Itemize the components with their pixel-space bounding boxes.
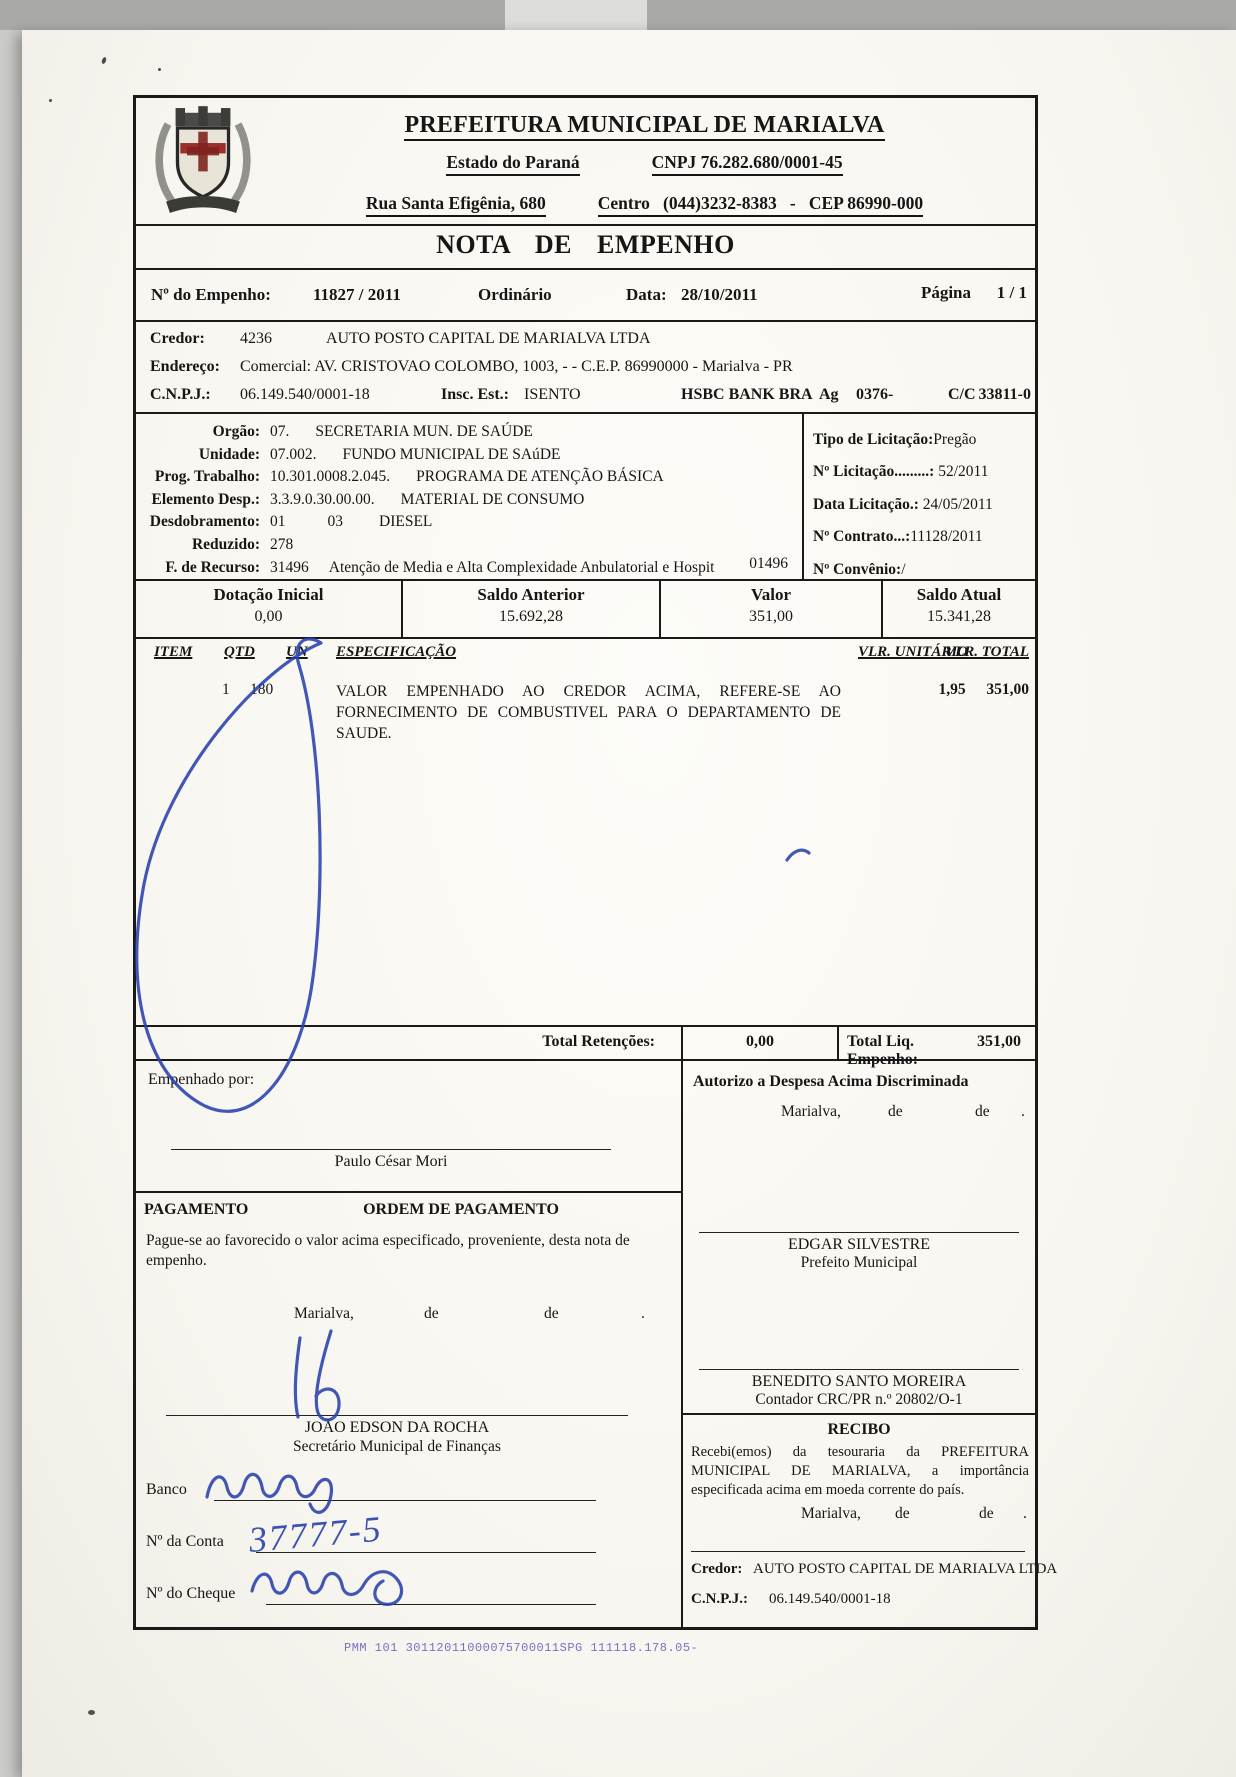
dot-matrix-footer: PMM 101 30112011000075700011SPG 111118.178.05- [344,1641,699,1655]
unidade-label: Unidade: [198,445,260,463]
recurso-code: 31496 [270,558,309,576]
contrato-label: Nº Contrato...: [813,528,911,546]
insc-value: ISENTO [524,386,581,403]
saldos-col-saldo-atual [883,581,1035,637]
saldos-table [136,581,1035,639]
item-number: 1 [222,681,230,698]
col-header: Saldo Anterior [477,585,585,604]
col-header: Valor [751,585,791,604]
city-line: Marialva, [294,1305,354,1322]
cheque-fill-line [266,1604,596,1605]
total-retencoes-value: 0,00 [683,1027,839,1059]
de-word: de [979,1505,994,1522]
recibo-cnpj-value: 06.149.540/0001-18 [769,1591,891,1607]
de-word: de [895,1505,910,1522]
period-mark: . [641,1305,645,1322]
header-un: UN [286,644,308,660]
empenho-number: 11827 / 2011 [313,285,401,304]
autorizo-title: Autorizo a Despesa Acima Discriminada [693,1073,969,1090]
reduzido-code: 278 [270,535,294,553]
empenho-number-label: Nº do Empenho: [151,285,271,304]
credor-label: Credor: [150,330,205,347]
insc-label: Insc. Est.: [441,386,510,403]
col-header: Dotação Inicial [213,585,324,604]
conta-fill-line [256,1552,596,1553]
contrato-value: 11128/2011 [910,528,983,546]
recibo-box [683,1415,1058,1627]
header-especificacao: ESPECIFICAÇÃO [336,644,457,660]
item-vlr-total: 351,00 [986,681,1029,698]
address-line: Rua Santa Efigênia, 680 [366,193,546,217]
unidade-code: 07.002. [270,445,317,463]
recibo-cnpj-label: C.N.P.J.: [691,1591,748,1607]
total-liq-label: Total Liq. Empenho: [847,1033,919,1068]
autorizacao-box [683,1061,1035,1415]
finance-secretary-title: Secretário Municipal de Finanças [293,1438,501,1455]
finance-secretary-name: JOÃO EDSON DA ROCHA [304,1419,490,1436]
accountant-name: BENEDITO SANTO MOREIRA [751,1373,967,1390]
bottom-left-column [136,1061,683,1627]
recibo-title: RECIBO [827,1421,891,1438]
empenhado-por-box [136,1061,681,1193]
de-word: de [424,1305,439,1322]
cheque-label: Nº do Cheque [146,1585,236,1602]
convenio-label: Nº Convênio: [813,560,902,578]
cnpj-label: C.N.P.J.: [150,386,211,403]
desdobramento-desc: DIESEL [379,513,433,531]
signature-line [699,1232,1019,1233]
empenhado-por-signer: Paulo César Mori [334,1153,448,1170]
header-vlr-unitario: VLR. UNITÁRIO [858,644,969,660]
mayor-title: Prefeito Municipal [800,1254,918,1271]
item-vlr-unitario: 1,95 [938,681,966,698]
credor-section [136,322,1035,414]
cnpj-line: CNPJ 76.282.680/0001-45 [652,152,843,176]
elemento-desc: MATERIAL DE CONSUMO [400,490,585,508]
orgao-code: 07. [270,423,290,440]
prog-trabalho-code: 10.301.0008.2.045. [270,468,391,486]
page-label: Página [920,283,971,302]
elemento-label: Elemento Desp.: [151,490,260,508]
scan-speck [88,1710,95,1715]
recibo-credor-name: AUTO POSTO CAPITAL DE MARIALVA LTDA [753,1561,1058,1577]
page-number: 1 / 1 [996,283,1027,302]
items-table-header [136,639,1035,669]
saldos-col-dotacao-inicial [136,581,403,637]
agency-label: Ag [819,386,839,403]
recibo-text: Recebi(emos) da tesouraria da PREFEITURA MUNICIPAL DE MARIALVA, a importância especificada acima em moeda corrente do país. [691,1444,1029,1498]
scanner-band-gap [505,0,647,30]
empenhado-por-label: Empenhado por: [148,1071,255,1088]
account-label: C/C [948,386,976,403]
account-number: 33811-0 [978,386,1031,403]
header-vlr-total: VLR. TOTAL [945,644,1029,660]
col-value: 0,00 [254,608,283,625]
scan-speck [49,99,52,102]
orgao-desc: SECRETARIA MUN. DE SAÚDE [315,423,533,440]
budget-section [136,414,1035,581]
de-word: de [544,1305,559,1322]
bank-name: HSBC BANK BRA [681,386,813,403]
de-word: de [888,1103,903,1120]
data-licitacao-value: 24/05/2011 [922,495,993,513]
unidade-desc: FUNDO MUNICIPAL DE SAúDE [342,445,561,463]
budget-classification [136,414,802,579]
recurso-code2: 01496 [749,555,788,572]
pagamento-box [136,1193,681,1627]
item-qtd: 180 [250,681,274,698]
orgao-label: Orgão: [212,423,260,440]
coat-of-arms-logo [144,102,262,220]
pagamento-title: PAGAMENTO [144,1201,249,1218]
marialva-crest-icon [151,103,255,219]
col-value: 15.692,28 [499,608,563,625]
num-licitacao-value: 52/2011 [938,463,989,481]
prefeitura-title: PREFEITURA MUNICIPAL DE MARIALVA [404,112,884,141]
ordem-pagamento-title: ORDEM DE PAGAMENTO [363,1201,559,1218]
nota-empenho-form [133,95,1058,1630]
signatures-area [136,1061,1058,1627]
saldos-col-valor [661,581,883,637]
signature-line [171,1149,611,1150]
handwriting-conta-number: 37777-5 [247,1508,385,1560]
items-table-body [136,669,1035,1027]
empenho-type: Ordinário [478,285,552,304]
totals-row [136,1027,1035,1068]
agency-number: 0376- [856,386,894,403]
empenho-info-row [136,270,1035,322]
signature-line [691,1551,1025,1552]
endereco-value: Comercial: AV. CRISTOVAO COLOMBO, 1003, - - C.E.P. 86990000 - Marialva - PR [240,358,793,375]
total-liq-value: 351,00 [977,1033,1021,1050]
total-retencoes-label: Total Retenções: [136,1027,683,1059]
prog-trabalho-label: Prog. Trabalho: [154,468,260,486]
city-line: Marialva, [781,1103,841,1120]
licitacao-panel [802,414,1035,579]
contact-line: Centro (044)3232-8383 - CEP 86990-000 [598,193,923,217]
de-word: de [975,1103,990,1120]
credor-code: 4236 [240,330,272,347]
header-item: ITEM [154,644,193,660]
period-mark: . [1021,1103,1025,1120]
reduzido-label: Reduzido: [191,535,260,553]
accountant-title: Contador CRC/PR n.º 20802/O-1 [755,1391,963,1408]
col-value: 351,00 [749,608,793,625]
mayor-name: EDGAR SILVESTRE [787,1236,931,1253]
empenho-date: 28/10/2011 [681,285,758,304]
prog-trabalho-desc: PROGRAMA DE ATENÇÃO BÁSICA [416,468,664,486]
total-liq-cell [839,1027,1035,1068]
state-line: Estado do Paraná [446,152,579,176]
cnpj-value: 06.149.540/0001-18 [240,386,370,403]
document-title: NOTA DE EMPENHO [136,226,1035,270]
scan-speck [158,68,161,71]
num-licitacao-label: Nº Licitação.........: [813,463,935,481]
data-licitacao-label: Data Licitação.: [813,495,919,513]
item-especificacao: VALOR EMPENHADO AO CREDOR ACIMA, REFERE-SE AO FORNECIMENTO DE COMBUSTIVEL PARA O DEPARTAMENTO DE SAUDE. [336,683,841,742]
recurso-label: F. de Recurso: [165,558,260,576]
saldos-col-saldo-anterior [403,581,661,637]
recibo-credor-label: Credor: [691,1561,743,1577]
tipo-licitacao-value: Pregão [933,431,977,448]
period-mark: . [1023,1505,1027,1522]
elemento-code: 3.3.9.0.30.00.00. [270,490,375,508]
desdobramento-code2: 03 [327,513,343,531]
desdobramento-label: Desdobramento: [149,513,260,531]
endereco-label: Endereço: [150,358,220,375]
header-text [262,102,1027,220]
convenio-value: / [901,560,906,578]
recurso-desc: Atenção de Media e Alta Complexidade Anbulatorial e Hospit [328,558,715,576]
city-line: Marialva, [801,1505,861,1522]
col-value: 15.341,28 [927,608,991,625]
signature-line [699,1369,1019,1370]
desdobramento-code1: 01 [270,513,286,531]
tipo-licitacao-label: Tipo de Licitação: [813,431,934,448]
bottom-right-column [683,1061,1058,1627]
document-header [136,98,1035,226]
signature-line [166,1415,628,1416]
credor-name: AUTO POSTO CAPITAL DE MARIALVA LTDA [326,330,651,347]
header-qtd: QTD [224,644,255,660]
conta-label: Nº da Conta [146,1533,224,1550]
banco-fill-line [214,1500,596,1501]
col-header: Saldo Atual [916,585,1002,604]
banco-label: Banco [146,1481,187,1498]
pagamento-text: Pague-se ao favorecido o valor acima especificado, proveniente, desta nota de empenho. [146,1232,630,1269]
empenho-date-label: Data: [626,285,667,304]
